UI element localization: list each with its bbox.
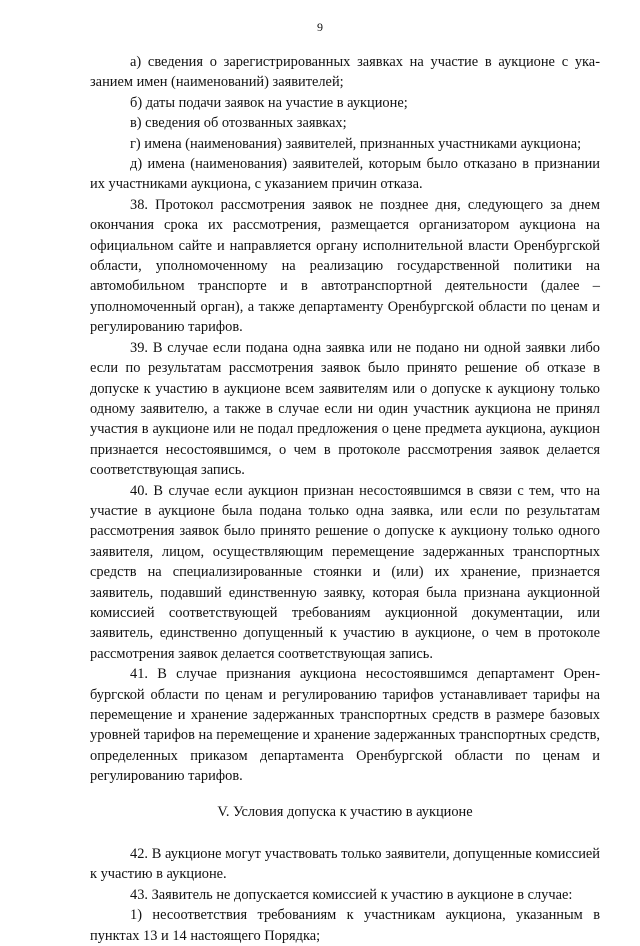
item-a: а) сведения о зарегистрированных заявках на участие в аукционе с указанием имен (наименований) заявителей; [90,54,600,91]
item-d: д) имена (наименования) заявителей, которым было отказано в признании их участниками аукциона, с указанием причин отказа. [90,156,600,193]
item-b: б) даты подачи заявок на участие в аукционе; [130,94,408,111]
clause-39: 39. В случае если подана одна заявка или не подано ни одной заявки либо если по результатам рассмотрения заявок было принято решение об отказе в допуске к участию в аукционе всем заявителям или о допуске к аукциону только одному заявителю, а также в случае если ни один участник аукциона не принял участия в аукционе или не подал предложения о цене предмета аукциона, аукцион признается несостоявшимся, о чем в протоколе рассмотрения заявок делается соответствующая запись. [90,339,600,479]
document-body [90,52,600,946]
clause-38: 38. Протокол рассмотрения заявок не позднее дня, следующего за днем окончания срока их рассмотрения, размещается организатором аукциона на официальном сайте и направляется органу исполнительной власти Оренбургской области, уполномоченному на реализацию государственной политики на автомобильном транспорте и в автотранспортной деятельности (далее – уполномоченный орган), а также департаменту Оренбургской области по ценам и регулированию тарифов. [90,196,600,336]
section-heading: V. Условия допуска к участию в аукционе [217,803,473,820]
clause-41: 41. В случае признания аукциона несостоявшимся департамент Оренбургской области по ценам и регулированию тарифов устанавливает тарифы на перемещение и хранение задержанных транспортных средств в размере базовых уровней тарифов на перемещение и хранение задержанных транспортных средств, определенных приказом департамента Оренбургской области по ценам и регулированию тарифов. [90,666,600,785]
clause-42: 42. В аукционе могут участвовать только заявители, допущенные комиссией к участию в аукционе. [90,846,600,883]
clause-40: 40. В случае если аукцион признан несостоявшимся в связи с тем, что на участие в аукционе была подана только одна заявка, или если по результатам рассмотрения заявок было принято решение о допуске к аукциону только одного заявителя, лицом, осуществляющим перемещение задержанных транспортных средств на специализированные стоянки и (или) их хранение, признается заявитель, подавший единственную заявку, которая была признана аукционной комиссией соответствующей требованиям аукционной документации, или заявитель, единственно допущенный к участию в аукционе, о чем в протоколе рассмотрения заявок делается соответствующая запись. [90,482,600,662]
clause-43-item-1: 1) несоответствия требованиям к участникам аукциона, указанным в пунктах 13 и 14 настоящего Порядка; [90,907,600,944]
item-g: г) имена (наименования) заявителей, признанных участниками аукциона; [130,135,582,152]
item-v: в) сведения об отозванных заявках; [130,115,347,132]
page-number: 9 [317,20,323,34]
clause-43: 43. Заявитель не допускается комиссией к участию в аукционе в случае: [130,886,573,903]
